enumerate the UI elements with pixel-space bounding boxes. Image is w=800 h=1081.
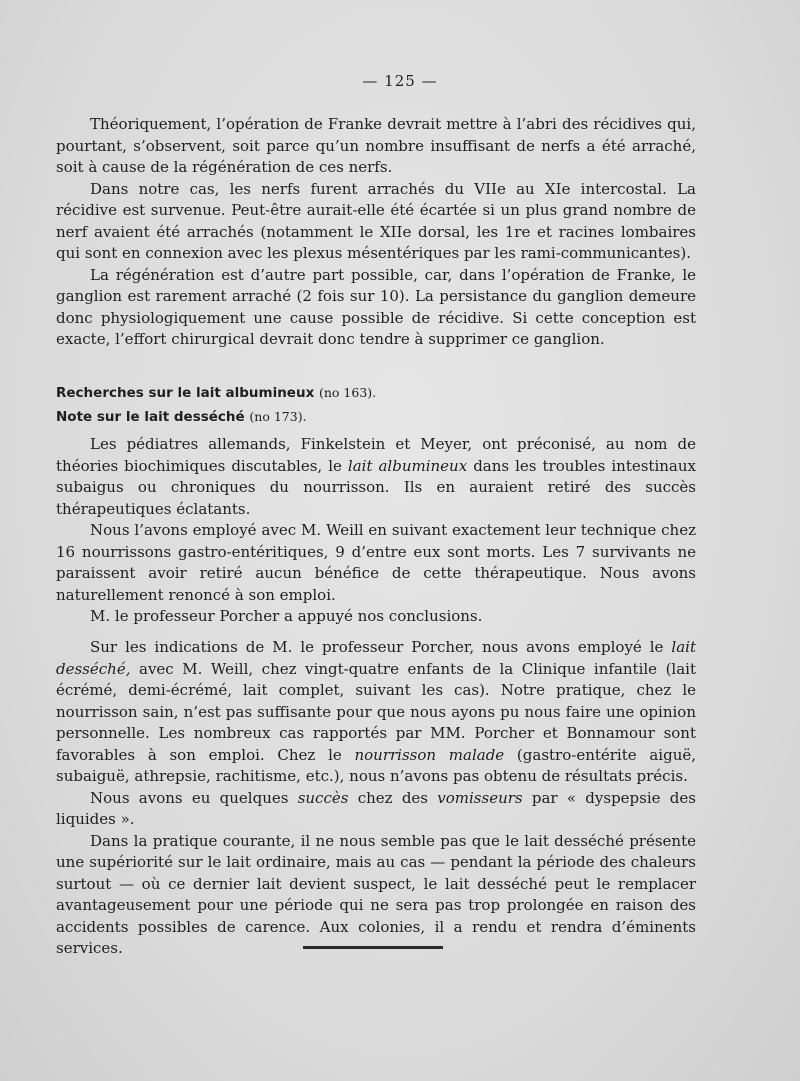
page-number: — 125 —	[362, 72, 438, 90]
text-run: (gastro-entérite aiguë, subaiguë, athrepsie, rachitisme, etc.), nous n’avons pas obtenu de résultats précis.	[56, 745, 697, 785]
paragraph	[56, 788, 696, 831]
heading-lait-desseche	[56, 405, 696, 429]
italic-term: lait albumineux	[347, 456, 468, 475]
text-run: Les pédiatres allemands, Finkelstein et Meyer, ont préconisé, au nom de théories biochimiques discutables, le	[56, 435, 696, 475]
italic-term: lait desséché,	[56, 638, 696, 678]
paragraph: M. le professeur Porcher a appuyé nos conclusions.	[90, 607, 483, 625]
section-lait-albumineux	[56, 434, 696, 628]
text-run: chez des	[357, 788, 429, 807]
heading-title: Recherches sur le lait albumineux	[56, 385, 315, 401]
heading-lait-albumineux	[56, 381, 696, 405]
section-lait-desseche	[56, 637, 696, 960]
paragraph: Théoriquement, l’opération de Franke devrait mettre à l’abri des récidives qui, pourtant, s’observent, soit parce qu’un nombre insuffisant de nerfs a été arraché, soit à cause de la régénération de ces nerfs.	[56, 115, 696, 176]
italic-term: nourrisson malade	[354, 745, 505, 764]
heading-ref: (no 173).	[249, 409, 307, 424]
heading-title: Note sur le lait desséché	[56, 409, 245, 425]
text-run: dans les troubles intestinaux subaigus ou chroniques du nourrisson. Ils en auraient retiré des succès thérapeutiques éclatants.	[56, 456, 696, 518]
paragraph	[56, 434, 696, 520]
paragraph: La régénération est d’autre part possible, car, dans l’opération de Franke, le ganglion est rarement arraché (2 fois sur 10). La persistance du ganglion demeure donc physiologiquement une cause possible de récidive. Si cette conception est exacte, l’effort chirurgical devrait donc tendre à supprimer ce ganglion.	[56, 265, 696, 348]
text-run: avec M. Weill, chez vingt-quatre enfants de la Clinique infantile (lait écrémé, demi-écrémé, lait complet, suivant les cas). Notre pratique, chez le nourrisson sain, n’est pas suffisante pour que nous ayons pu nous faire une opinion personnelle. Les nombreux cas rapportés par MM. Porcher et Bonnamour sont favorables à son emploi. Chez le	[56, 659, 696, 764]
italic-term: succès	[297, 788, 349, 807]
paragraph	[56, 637, 696, 788]
paragraph: Nous l’avons employé avec M. Weill en suivant exactement leur technique chez 16 nourrissons gastro-entéritiques, 9 d’entre eux sont morts. Les 7 survivants ne paraissent avoir retiré aucun bénéfice de cette thérapeutique. Nous avons naturellement renoncé à son emploi.	[56, 521, 696, 604]
paragraph: Dans la pratique courante, il ne nous semble pas que le lait desséché présente une supériorité sur le lait ordinaire, mais au cas — pendant la période des chaleurs surtout — où ce dernier lait devient suspect, le lait desséché peut le remplacer avantageusement pour une période qui ne sera pas trop prolongée en raison des accidents possibles de carence. Aux colonies, il a rendu et rendra d’éminents services.	[56, 831, 696, 957]
end-rule	[303, 946, 443, 949]
paragraph: Dans notre cas, les nerfs furent arrachés du VIIe au XIe intercostal. La récidive est survenue. Peut-être aurait-elle été écartée si un plus grand nombre de nerf avaient été arrachés (notamment le XIIe dorsal, les 1re et racines lombaires qui sont en connexion avec les plexus mésentériques par les rami-communicantes).	[56, 179, 696, 262]
text-run: Sur les indications de M. le professeur Porcher, nous avons employé le	[90, 638, 664, 656]
text-run: Nous avons eu quelques	[90, 788, 289, 807]
heading-ref: (no 163).	[318, 385, 377, 400]
section-headings	[56, 381, 696, 429]
italic-term: vomisseurs	[437, 788, 523, 807]
section-franke	[56, 114, 696, 351]
text-run: par « dyspepsie des liquides ».	[56, 788, 696, 828]
